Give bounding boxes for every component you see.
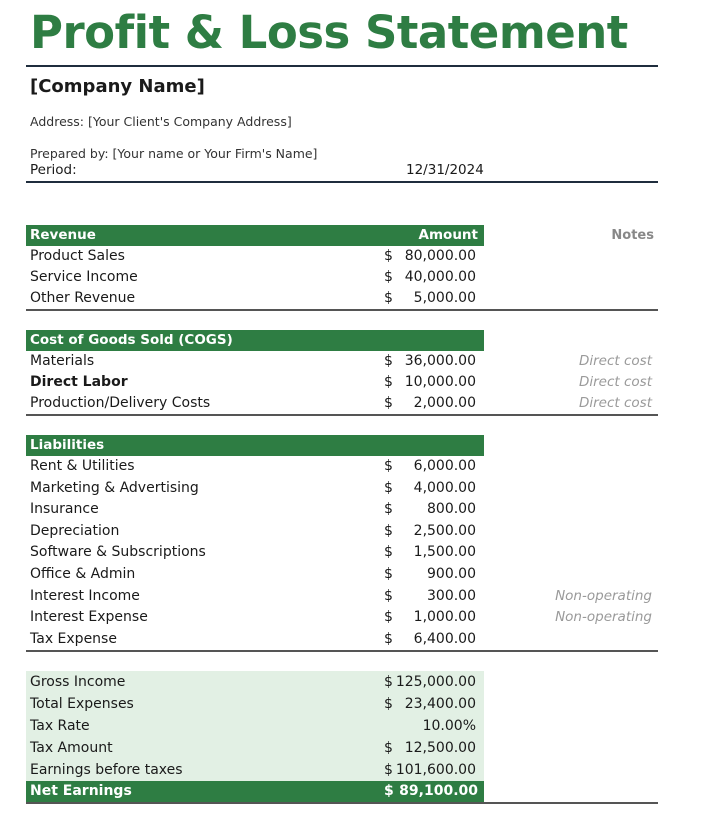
row-currency: $ <box>384 374 393 390</box>
row-label: Rent & Utilities <box>30 458 135 474</box>
row-label: Insurance <box>30 501 99 518</box>
row-currency: $ <box>384 458 393 474</box>
revenue-header-label: Revenue <box>30 227 96 243</box>
row-note: Direct cost <box>578 374 652 390</box>
row-note: Direct cost <box>578 353 652 369</box>
row-amount: 300.00 <box>427 587 476 604</box>
liabilities-section <box>26 435 658 652</box>
row-label: Earnings before taxes <box>30 762 183 778</box>
row-label: Tax Rate <box>30 718 90 734</box>
row-currency: $ <box>384 248 393 264</box>
period-label: Period: <box>30 162 77 178</box>
row-amount: 10,000.00 <box>404 374 476 390</box>
table-row <box>26 671 658 693</box>
table-row <box>26 246 658 267</box>
page-title: Profit & Loss Statement <box>30 6 628 59</box>
row-amount: 36,000.00 <box>404 353 476 369</box>
cogs-header-label: Cost of Goods Sold (COGS) <box>30 332 233 348</box>
row-note: Non-operating <box>555 609 652 626</box>
summary-section <box>26 671 658 804</box>
row-label: Interest Income <box>30 587 140 604</box>
row-currency: $ <box>384 501 393 518</box>
row-currency: $ <box>384 740 393 756</box>
row-label: Service Income <box>30 269 138 285</box>
table-row <box>26 564 658 586</box>
header-divider <box>26 181 658 183</box>
row-label: Total Expenses <box>30 696 134 712</box>
amount-header: Amount <box>418 227 478 243</box>
row-label: Depreciation <box>30 522 120 539</box>
table-row <box>26 542 658 564</box>
row-currency: $ <box>384 696 393 712</box>
table-row <box>26 456 658 478</box>
table-row <box>26 607 658 629</box>
row-amount: 1,500.00 <box>413 544 476 561</box>
company-address: Address: [Your Client's Company Address] <box>30 114 292 129</box>
row-label: Tax Amount <box>30 740 113 756</box>
row-amount: 23,400.00 <box>404 696 476 712</box>
company-name: [Company Name] <box>30 76 205 97</box>
table-row <box>26 499 658 521</box>
row-currency: $ <box>384 762 393 778</box>
period-row <box>30 162 484 178</box>
table-row <box>26 629 658 651</box>
table-row <box>26 737 658 759</box>
row-currency: $ <box>384 353 393 369</box>
table-row <box>26 586 658 608</box>
cogs-header <box>26 330 484 351</box>
cogs-divider <box>26 414 658 416</box>
liabilities-header <box>26 435 484 456</box>
cogs-rows <box>26 351 658 414</box>
table-row <box>26 372 658 393</box>
row-amount: 5,000.00 <box>413 290 476 306</box>
revenue-divider <box>26 309 658 311</box>
row-currency: $ <box>384 290 393 306</box>
table-row <box>26 521 658 543</box>
row-label: Software & Subscriptions <box>30 544 206 561</box>
revenue-rows <box>26 246 658 309</box>
table-row <box>26 351 658 372</box>
row-currency: $ <box>384 395 393 411</box>
row-currency: $ <box>384 609 393 626</box>
table-row <box>26 267 658 288</box>
cogs-section <box>26 330 658 416</box>
row-amount: 1,000.00 <box>413 609 476 626</box>
row-currency: $ <box>384 269 393 285</box>
row-amount: 800.00 <box>427 501 476 518</box>
table-row <box>26 759 658 781</box>
row-currency: $ <box>384 544 393 561</box>
table-row <box>26 393 658 414</box>
table-row <box>26 288 658 309</box>
revenue-section <box>26 225 658 311</box>
row-currency: $ <box>384 674 393 690</box>
row-currency: $ <box>384 565 393 582</box>
revenue-header <box>26 225 484 246</box>
row-label: Product Sales <box>30 248 125 264</box>
row-label: Tax Expense <box>30 630 117 647</box>
row-amount: 10.00% <box>422 718 476 734</box>
row-amount: 2,000.00 <box>413 395 476 411</box>
row-amount: 6,000.00 <box>413 458 476 474</box>
row-amount: 125,000.00 <box>395 674 476 690</box>
row-amount: 12,500.00 <box>404 740 476 756</box>
row-label: Marketing & Advertising <box>30 479 199 496</box>
row-label: Gross Income <box>30 674 126 690</box>
row-amount: 6,400.00 <box>413 630 476 647</box>
row-amount: 4,000.00 <box>413 479 476 496</box>
row-amount: 2,500.00 <box>413 522 476 539</box>
row-note: Direct cost <box>578 395 652 411</box>
row-amount: 101,600.00 <box>395 762 476 778</box>
net-earnings-value: 89,100.00 <box>399 783 478 799</box>
liabilities-rows <box>26 456 658 650</box>
row-label: Other Revenue <box>30 290 136 306</box>
row-currency: $ <box>384 479 393 496</box>
summary-divider <box>26 802 658 804</box>
row-amount: 900.00 <box>427 565 476 582</box>
summary-rows <box>26 671 658 781</box>
row-note: Non-operating <box>555 587 652 604</box>
row-currency: $ <box>384 630 393 647</box>
row-label: Materials <box>30 353 95 369</box>
row-amount: 80,000.00 <box>404 248 476 264</box>
net-earnings-label: Net Earnings <box>30 783 132 799</box>
row-label: Office & Admin <box>30 565 136 582</box>
row-currency: $ <box>384 587 393 604</box>
row-currency: $ <box>384 522 393 539</box>
row-label: Production/Delivery Costs <box>30 395 211 411</box>
table-row <box>26 693 658 715</box>
net-earnings-row <box>26 781 484 802</box>
row-label: Interest Expense <box>30 609 148 626</box>
title-divider <box>26 65 658 67</box>
prepared-by: Prepared by: [Your name or Your Firm's Name] <box>30 146 318 161</box>
liabilities-divider <box>26 650 658 652</box>
table-row <box>26 478 658 500</box>
period-value: 12/31/2024 <box>406 162 484 178</box>
net-earnings-currency: $ <box>384 783 394 799</box>
liabilities-header-label: Liabilities <box>30 437 105 453</box>
notes-header: Notes <box>611 228 654 243</box>
table-row <box>26 715 658 737</box>
row-amount: 40,000.00 <box>404 269 476 285</box>
row-label: Direct Labor <box>30 374 128 390</box>
